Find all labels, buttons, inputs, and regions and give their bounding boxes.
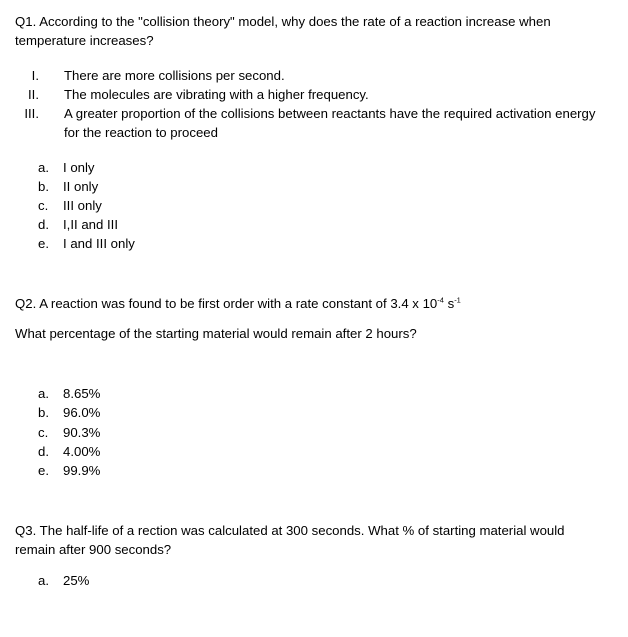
q2-option-text: 99.9% <box>63 463 101 478</box>
q1-statement-number: I. <box>31 68 39 83</box>
q1-option-label: a. <box>38 160 49 175</box>
q2-question-line2: What percentage of the starting material would remain after 2 hours? <box>15 326 417 341</box>
q2-question-line1 <box>15 294 461 313</box>
q3-option-label: a. <box>38 573 49 588</box>
q1-option-text: I,II and III <box>63 217 118 232</box>
q2-option-text: 8.65% <box>63 386 101 401</box>
q1-statement-text: A greater proportion of the collisions between reactants have the required activation energy <box>64 106 596 121</box>
q1-statement-text-continued: for the reaction to proceed <box>64 125 218 140</box>
q1-option-label: e. <box>38 236 49 251</box>
q1-option-label: d. <box>38 217 49 232</box>
q1-option-label: b. <box>38 179 49 194</box>
q1-statement-text: There are more collisions per second. <box>64 68 285 83</box>
q1-question-line1: Q1. According to the "collision theory" model, why does the rate of a reaction increase when <box>15 14 551 29</box>
q2-unit: s <box>443 296 455 311</box>
q2-option-label: b. <box>38 405 49 420</box>
q2-option-text: 96.0% <box>63 405 101 420</box>
q1-option-text: II only <box>63 179 99 194</box>
q2-option-text: 90.3% <box>63 425 101 440</box>
q2-option-label: a. <box>38 386 49 401</box>
q1-option-text: I and III only <box>63 236 135 251</box>
q1-question-line2: temperature increases? <box>15 33 154 48</box>
q1-option-text: I only <box>63 160 95 175</box>
q3-question-line2: remain after 900 seconds? <box>15 542 172 557</box>
q1-statement-number: II. <box>28 87 39 102</box>
q3-option-text: 25% <box>63 573 90 588</box>
q1-statement-text: The molecules are vibrating with a higher frequency. <box>64 87 369 102</box>
q2-option-label: c. <box>38 425 49 440</box>
q2-exponent: -4 <box>437 295 444 305</box>
q1-option-text: III only <box>63 198 102 213</box>
q3-question-line1: Q3. The half-life of a rection was calculated at 300 seconds. What % of starting material would <box>15 523 565 538</box>
q1-option-label: c. <box>38 198 49 213</box>
q2-option-text: 4.00% <box>63 444 101 459</box>
q2-option-label: d. <box>38 444 49 459</box>
q1-statement-number: III. <box>24 106 39 121</box>
q2-question-text: Q2. A reaction was found to be first order with a rate constant of 3.4 x 10 <box>15 296 438 311</box>
q2-unit-exponent: -1 <box>454 295 461 305</box>
q2-option-label: e. <box>38 463 49 478</box>
